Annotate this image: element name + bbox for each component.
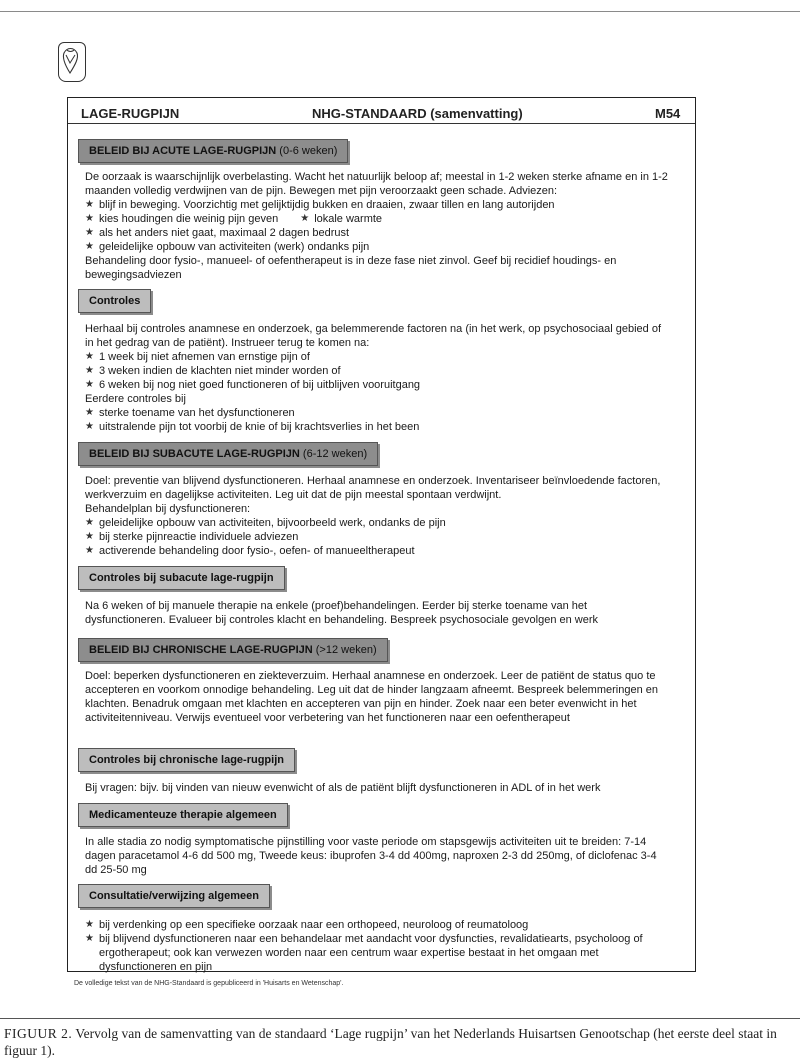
acute-item: ★ geleidelijke opbouw van activiteiten (werk) ondanks pijn [85,240,670,254]
consultation-item: ★ bij verdenking op een specifieke oorzaak naar een orthopeed, neuroloog of reumatoloog [85,918,670,932]
controles-item: ★ 6 weken bij nog niet goed functioneren of bij uitblijven vooruitgang [85,378,670,392]
subacute-item: ★ bij sterke pijnreactie individuele adviezen [85,530,670,544]
acute-item: ★ blijf in beweging. Voorzichtig met gelijktijdig bukken en draaien, zwaar tillen en lang autorijden [85,198,670,212]
nhg-logo [58,42,86,82]
acute-item: ★ lokale warmte [300,212,382,226]
controles-item: ★ sterke toename van het dysfunctioneren [85,406,670,420]
section-controles-heading [78,289,151,313]
controles-title: Controles [89,295,141,307]
controles-item: ★ 3 weken indien de klachten niet minder worden of [85,364,670,378]
footnote: De volledige tekst van de NHG-Standaard is gepubliceerd in 'Huisarts en Wetenschap'. [74,980,344,987]
controles-chronic-body [85,781,670,795]
caption-text: Vervolg van de samenvatting van de standaard ‘Lage rugpijn’ van het Nederlands Huisartsen Genootschap (het eerste deel staat in figuur 1). [4,1026,777,1058]
consultation-item: ★ bij blijvend dysfunctioneren naar een behandelaar met aandacht voor dysfuncties, revalidatiearts, psycholoog of ergotherapeut; ook kan verwezen worden naar een centrum waar expertise bestaat in het omgaan met dysfunctioneren en pijn [85,932,670,974]
header-divider [68,123,695,124]
figure-caption [4,1025,794,1059]
chronic-text: Doel: beperken dysfunctioneren en ziekteverzuim. Herhaal anamnese en onderzoek. Leer de patiënt de status quo te accepteren en voorkom onnodige behandeling. Leg uit dat de hinder langzaam afneemt. Bespreek belemmeringen en klachten. Benadruk omgaan met klachten en accepteren van pijn en hinder. Zoek naar een beter evenwicht in het activiteitenniveau. Verwijs eventueel voor verbetering van het functioneren naar een oefentherapeut [85,670,658,724]
section-subacute-heading [78,442,378,466]
controles-subacute-body [85,599,670,627]
subacute-item: ★ geleidelijke opbouw van activiteiten, bijvoorbeeld werk, ondanks de pijn [85,516,670,530]
section-controles-chronic-heading [78,748,295,772]
controles-mid: Eerdere controles bij [85,393,186,405]
header-topic: LAGE-RUGPIJN [81,106,180,121]
section-chronic-heading [78,638,388,662]
controles-item: ★ uitstralende pijn tot voorbij de knie of bij krachtsverlies in het been [85,420,670,434]
header-title: NHG-STANDAARD (samenvatting) [312,106,523,121]
section-consultation-heading [78,884,270,908]
controles-subacute-title: Controles bij subacute lage-rugpijn [89,572,274,584]
acute-item: ★ kies houdingen die weinig pijn geven [85,212,278,226]
section-medication-heading [78,803,288,827]
top-rule [0,11,800,12]
caption-label: FIGUUR 2. [4,1026,73,1041]
acute-body [85,170,670,282]
medication-text: In alle stadia zo nodig symptomatische pijnstilling voor vaste periode om stapsgewijs activiteiten uit te breiden: 7-14 dagen paracetamol 4-6 dd 500 mg, Tweede keus: ibuprofen 3-4 dd 400mg, naproxen 2-3 dd 250mg, of diclofenac 3-4 dd 25-50 mg [85,836,657,876]
acute-subtitle: (0-6 weken) [279,145,338,157]
medication-body [85,835,670,877]
controles-subacute-text: Na 6 weken of bij manuele therapie na enkele (proef)behandelingen. Eerder bij sterke toename van het dysfunctioneren. Evalueer bij controles klacht en behandeling. Bespreek psychosociale gevolgen en werk [85,600,599,626]
medication-title: Medicamenteuze therapie algemeen [89,809,277,821]
chronic-subtitle: (>12 weken) [315,644,377,656]
consultation-title: Consultatie/verwijzing algemeen [89,890,259,902]
subacute-item: ★ activerende behandeling door fysio-, oefen- of manueeltherapeut [85,544,670,558]
chronic-title: BELEID BIJ CHRONISCHE LAGE-RUGPIJN [89,644,313,656]
subacute-mid: Behandelplan bij dysfunctioneren: [85,503,251,515]
section-controles-subacute-heading [78,566,285,590]
section-acute-heading [78,139,348,163]
acute-intro: De oorzaak is waarschijnlijk overbelasting. Wacht het natuurlijk beloop af; meestal in 1-2 weken sterke afname en in 1-2 maanden volledig verdwijnen van de pijn. Bewegen met pijn veroorzaakt geen schade. Adviezen: [85,171,668,197]
subacute-body [85,474,670,558]
subacute-subtitle: (6-12 weken) [302,448,368,460]
consultation-body [85,918,670,974]
caption-divider [0,1018,800,1019]
controles-chronic-title: Controles bij chronische lage-rugpijn [89,754,284,766]
acute-outro: Behandeling door fysio-, manueel- of oefentherapeut is in deze fase niet zinvol. Geef bij recidief houdings- en bewegingsadviezen [85,255,617,281]
controles-item: ★ 1 week bij niet afnemen van ernstige pijn of [85,350,670,364]
header-code: M54 [655,106,681,121]
controles-body [85,322,670,434]
acute-item: ★ als het anders niet gaat, maximaal 2 dagen bedrust [85,226,670,240]
acute-title: BELEID BIJ ACUTE LAGE-RUGPIJN [89,145,277,157]
subacute-title: BELEID BIJ SUBACUTE LAGE-RUGPIJN [89,448,300,460]
chronic-body [85,669,670,725]
subacute-intro: Doel: preventie van blijvend dysfunctioneren. Herhaal anamnese en onderzoek. Inventariseer beïnvloedende factoren, werkverzuim en dagelijkse activiteiten. Leg uit dat de pijn meestal spontaan verdwijnt. [85,475,661,501]
controles-chronic-text: Bij vragen: bijv. bij vinden van nieuw evenwicht of als de patiënt blijft dysfunctioneren in ADL of in het werk [85,782,601,794]
controles-intro: Herhaal bij controles anamnese en onderzoek, ga belemmerende factoren na (in het werk, op psychosociaal gebied of in het gedrag van de patiënt). Instrueer terug te komen na: [85,323,662,349]
